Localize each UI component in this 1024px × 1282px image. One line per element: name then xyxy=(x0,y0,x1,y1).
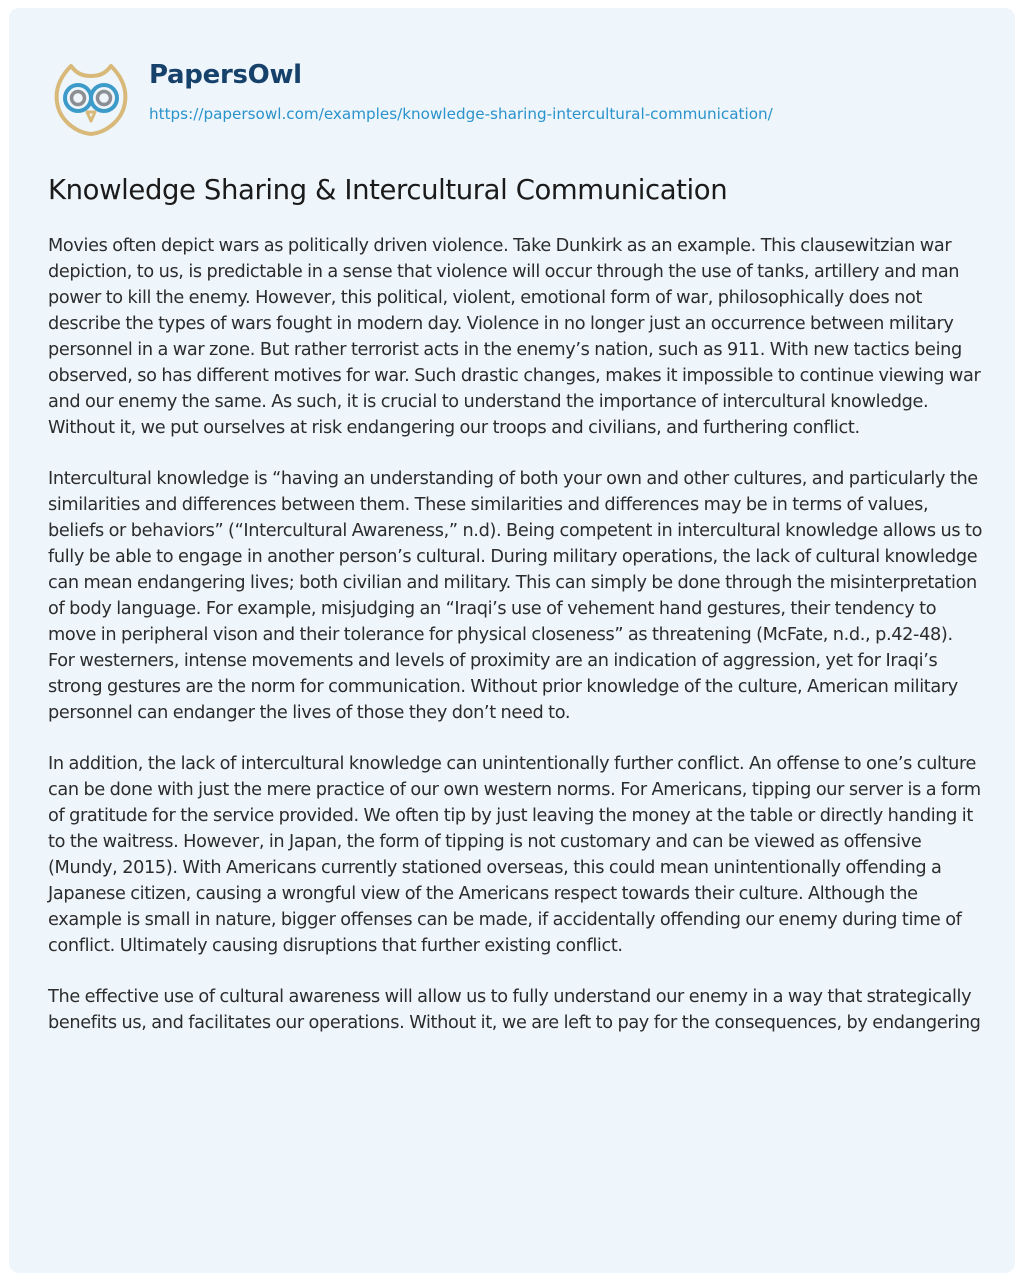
owl-logo-icon xyxy=(49,54,133,138)
site-header xyxy=(49,54,773,138)
paragraph: The effective use of cultural awareness will allow us to fully understand our enemy in a way that strategically benefits us, and facilitates our operations. Without it, we are left to pay for the consequences, by endangering xyxy=(48,987,981,1033)
brand-name[interactable]: PapersOwl xyxy=(149,59,302,90)
brand xyxy=(149,59,773,124)
article-body xyxy=(48,233,983,1061)
page-title: Knowledge Sharing & Intercultural Communication xyxy=(48,174,728,206)
source-url-link[interactable]: https://papersowl.com/examples/knowledge-sharing-intercultural-communication/ xyxy=(149,104,773,123)
paragraph: In addition, the lack of intercultural knowledge can unintentionally further conflict. An offense to one’s culture can be done with just the mere practice of our own western norms. For Americans, tipping our server is a form of gratitude for the service provided. We often tip by just leaving the money at the table or directly handing it to the waitress. However, in Japan, the form of tipping is not customary and can be viewed as offensive (Mundy, 2015). With Americans currently stationed overseas, this could mean unintentionally offending a Japanese citizen, causing a wrongful view of the Americans respect towards their culture. Although the example is small in nature, bigger offenses can be made, if accidentally offending our enemy during time of conflict. Ultimately causing disruptions that further existing conflict. xyxy=(48,754,981,956)
paragraph: Movies often depict wars as politically driven violence. Take Dunkirk as an example. This clausewitzian war depiction, to us, is predictable in a sense that violence will occur through the use of tanks, artillery and man power to kill the enemy. However, this political, violent, emotional form of war, philosophically does not describe the types of wars fought in modern day. Violence in no longer just an occurrence between military personnel in a war zone. But rather terrorist acts in the enemy’s nation, such as 911. With new tactics being observed, so has different motives for war. Such drastic changes, makes it impossible to continue viewing war and our enemy the same. As such, it is crucial to understand the importance of intercultural knowledge. Without it, we put ourselves at risk endangering our troops and civilians, and furthering conflict. xyxy=(48,236,981,438)
paragraph: Intercultural knowledge is “having an understanding of both your own and other cultures, and particularly the similarities and differences between them. These similarities and differences may be in terms of values, beliefs or behaviors” (“Intercultural Awareness,” n.d). Being competent in intercultural knowledge allows us to fully be able to engage in another person’s cultural. During military operations, the lack of cultural knowledge can mean endangering lives; both civilian and military. This can simply be done through the misinterpretation of body language. For example, misjudging an “Iraqi’s use of vehement hand gestures, their tendency to move in peripheral vison and their tolerance for physical closeness” as threatening (McFate, n.d., p.42-48). For westerners, intense movements and levels of proximity are an indication of aggression, yet for Iraqi’s strong gestures are the norm for communication. Without prior knowledge of the culture, American military personnel can endanger the lives of those they don’t need to. xyxy=(48,469,983,723)
